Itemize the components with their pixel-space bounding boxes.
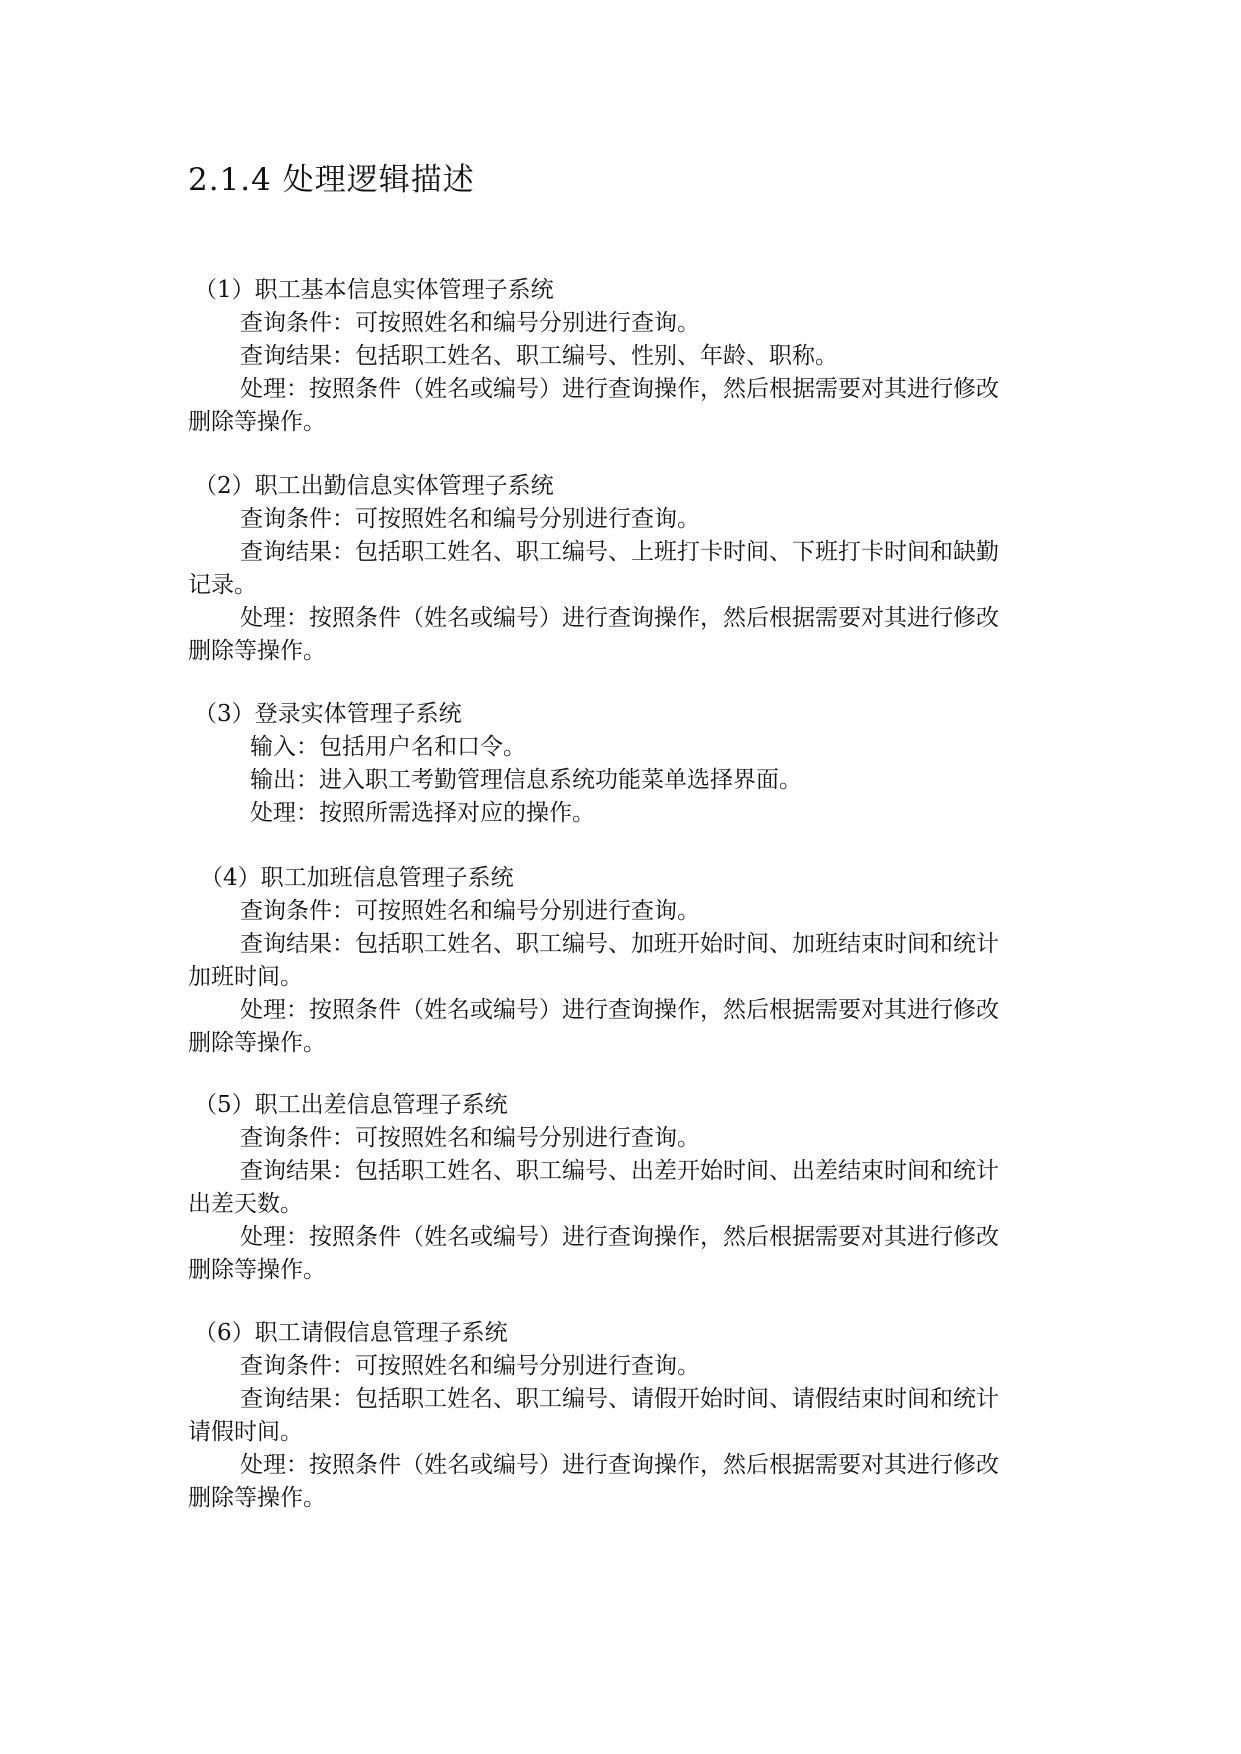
section-4-line-2: 查询结果：包括职工姓名、职工编号、加班开始时间、加班结束时间和统计 <box>240 931 999 957</box>
section-1-line-2: 查询结果：包括职工姓名、职工编号、性别、年龄、职称。 <box>240 343 838 369</box>
section-3 <box>188 698 1058 830</box>
section-5-line-5: 删除等操作。 <box>188 1257 326 1283</box>
section-6-line-5: 删除等操作。 <box>188 1485 326 1511</box>
section-4-line-1: 查询条件：可按照姓名和编号分别进行查询。 <box>240 898 700 924</box>
section-heading: 2.1.4 处理逻辑描述 <box>188 162 475 198</box>
section-4 <box>188 862 1058 1060</box>
section-3-line-1: 输入：包括用户名和口令。 <box>250 734 526 760</box>
section-2 <box>188 470 1058 668</box>
section-5-line-1: 查询条件：可按照姓名和编号分别进行查询。 <box>240 1125 700 1151</box>
section-1-title: （1）职工基本信息实体管理子系统 <box>194 277 554 303</box>
section-6-line-2: 查询结果：包括职工姓名、职工编号、请假开始时间、请假结束时间和统计 <box>240 1386 999 1412</box>
section-5-line-2: 查询结果：包括职工姓名、职工编号、出差开始时间、出差结束时间和统计 <box>240 1158 999 1184</box>
section-2-title: （2）职工出勤信息实体管理子系统 <box>194 473 554 499</box>
section-1 <box>188 274 1058 439</box>
section-4-line-3: 加班时间。 <box>188 964 303 990</box>
section-1-line-3: 处理：按照条件（姓名或编号）进行查询操作，然后根据需要对其进行修改 <box>240 376 999 402</box>
section-6-line-3: 请假时间。 <box>188 1419 303 1445</box>
section-5 <box>188 1089 1058 1287</box>
section-2-line-4: 处理：按照条件（姓名或编号）进行查询操作，然后根据需要对其进行修改 <box>240 605 999 631</box>
section-5-line-4: 处理：按照条件（姓名或编号）进行查询操作，然后根据需要对其进行修改 <box>240 1224 999 1250</box>
section-6-title: （6）职工请假信息管理子系统 <box>194 1320 508 1346</box>
section-5-title: （5）职工出差信息管理子系统 <box>194 1092 508 1118</box>
section-1-line-1: 查询条件：可按照姓名和编号分别进行查询。 <box>240 310 700 336</box>
section-3-line-2: 输出：进入职工考勤管理信息系统功能菜单选择界面。 <box>250 767 802 793</box>
section-5-line-3: 出差天数。 <box>188 1191 303 1217</box>
section-4-line-4: 处理：按照条件（姓名或编号）进行查询操作，然后根据需要对其进行修改 <box>240 997 999 1023</box>
section-6-line-4: 处理：按照条件（姓名或编号）进行查询操作，然后根据需要对其进行修改 <box>240 1452 999 1478</box>
section-4-title: （4）职工加班信息管理子系统 <box>200 865 514 891</box>
section-2-line-1: 查询条件：可按照姓名和编号分别进行查询。 <box>240 506 700 532</box>
section-2-line-3: 记录。 <box>188 572 257 598</box>
section-2-line-2: 查询结果：包括职工姓名、职工编号、上班打卡时间、下班打卡时间和缺勤 <box>240 539 999 565</box>
section-1-line-4: 删除等操作。 <box>188 409 326 435</box>
section-6 <box>188 1317 1058 1515</box>
section-3-title: （3）登录实体管理子系统 <box>194 701 462 727</box>
section-3-line-3: 处理：按照所需选择对应的操作。 <box>250 800 595 826</box>
section-4-line-5: 删除等操作。 <box>188 1030 326 1056</box>
section-6-line-1: 查询条件：可按照姓名和编号分别进行查询。 <box>240 1353 700 1379</box>
section-2-line-5: 删除等操作。 <box>188 638 326 664</box>
